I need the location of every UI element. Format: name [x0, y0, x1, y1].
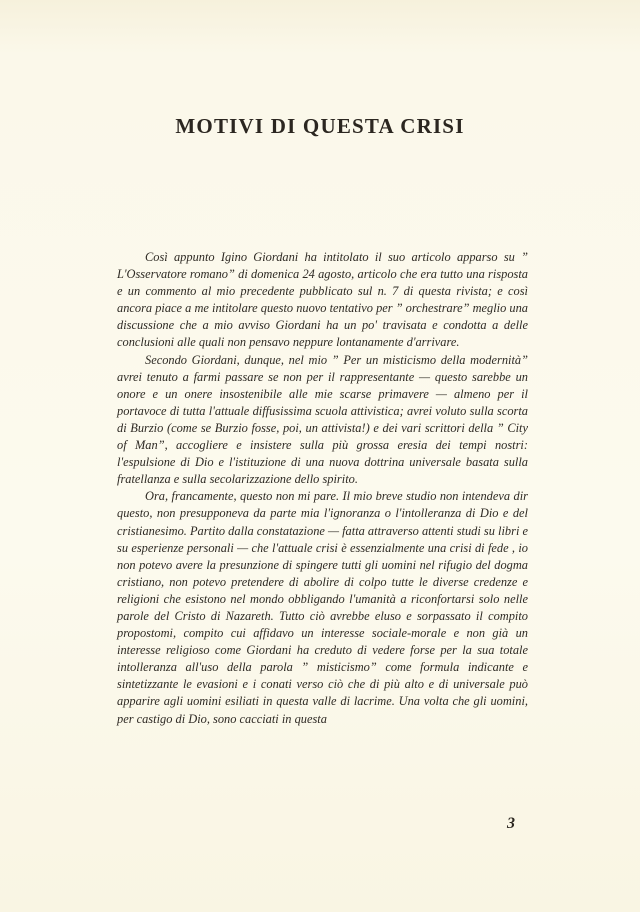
paragraph-2: Secondo Giordani, dunque, nel mio ” Per un misticismo della modernità” avrei tenuto a farmi passare se non per il rappresentante — questo sarebbe un onore e un onere insostenibile alle mie scarse primavere — almeno per il portavoce di tutta l'attuale diffusissima scuola attivistica; avrei voluto sulla scorta di Burzio (come se Burzio fosse, poi, un attivista!) e dei vari scrittori della ” City of Man”, accogliere e insistere sulla più grossa eresia dei tempi nostri: l'espulsione di Dio e l'istituzione di una nuova dottrina universale basata sulla fratellanza e sulla secolarizzazione dello spirito. [117, 352, 528, 487]
paragraph-3: Ora, francamente, questo non mi pare. Il mio breve studio non intendeva dir questo, non presupponeva da parte mia l'ignoranza o l'intolleranza di Dio e del cristianesimo. Partito dalla constatazione — fatta attraverso attenti studi su libri e su esperienze personali — che l'attuale crisi è essenzialmente una crisi di fede , io non potevo avere la presunzione di spingere tutti gli uomini nel rifugio del dogma cristiano, non potevo pretendere di abolire di colpo tutte le diverse credenze e religioni che esistono nel mondo obbligando l'umanità a riconfortarsi solo nelle parole del Cristo di Nazareth. Tutto ciò avrebbe eluso e sorpassato il compito propostomi, compito cui affidavo un interesse sociale-morale e non già un interesse religioso come Giordani ha creduto di vedere forse per la sua totale intolleranza all'uso della parola ” misticismo” come formula indicante e sintetizzante le evasioni e i conati verso ciò che di più alto e di universale può apparire agli uomini esiliati in questa valle di lacrime. Una volta che gli uomini, per castigo di Dio, sono cacciati in questa [117, 489, 528, 726]
page-number: 3 [507, 815, 515, 832]
article-title: MOTIVI DI QUESTA CRISI [175, 114, 465, 138]
article-body [117, 249, 528, 728]
paragraph-1: Così appunto Igino Giordani ha intitolato il suo articolo apparso su ” L'Osservatore romano” di domenica 24 agosto, articolo che era tutto una risposta e un commento al mio precedente pubblicato sul n. 7 di questa rivista; e così ancora piace a me intitolare questo nuovo tentativo per ” orchestrare” meglio una discussione che a mio avviso Giordani ha un po' travisata e condotta a delle conclusioni alle quali non pensavo neppure lontanamente d'arrivare. [117, 250, 528, 350]
